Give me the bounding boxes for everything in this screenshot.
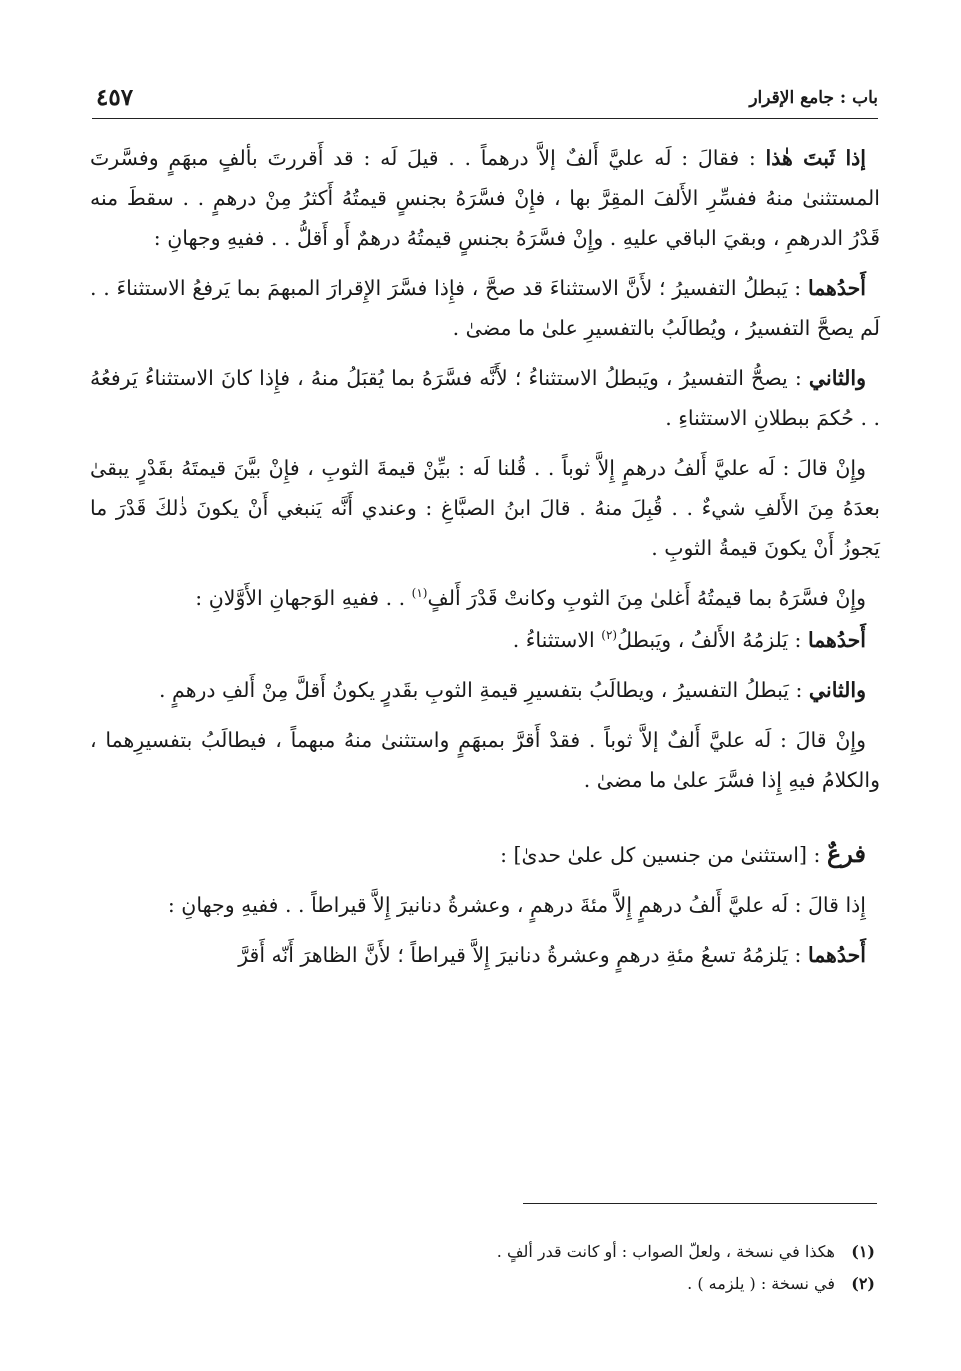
running-header	[92, 82, 878, 119]
paragraph-7	[90, 670, 880, 710]
paragraph-lead: أَحدُهما	[807, 276, 866, 300]
paragraph-text: : يصحُّ التفسيرُ ، ويَبطلُ الاستثناءُ ؛ لأَنَّه فسَّرَهُ بما يُقبَلُ منهُ ، فإِذا كانَ الاستثناءُ يَرفعُهُ . . حُكمَ ببطلانِ الاستثناءِ .	[90, 366, 880, 430]
paragraph-1	[90, 138, 880, 258]
footnote-marker-2[interactable]: (٢)	[601, 628, 618, 643]
paragraph-3	[90, 358, 880, 438]
paragraph-text: : يَبطلُ التفسيرُ ؛ لأَنَّ الاستثناءَ قد صحَّ ، فإِذا فسَّرَ الإِقرارَ المبهمَ بما يَرفعُ الاستثناءَ . . لَم يصحَّ التفسيرُ ، ويُطالَبُ بالتفسيرِ علىٰ ما مضىٰ .	[90, 276, 880, 340]
footnote-divider	[523, 1203, 877, 1204]
paragraph-text: : فقالَ : لَه عليَّ أَلفٌ إلاَّ درهماً . . قيلَ لَه : قد أَقررتَ بألفٍ مبهَمٍ وفسَّرتَ المستثنىٰ منهُ ففسِّرِ الأَلفَ المقِرَّ بها ، فإِنْ فسَّرَهُ بجنسٍ قيمتُهُ أَكثرُ مِنْ درهمٍ . . سقطَ منه قَدْرُ الدرهمِ ، وبقيَ الباقي عليهِ . وإِنْ فسَّرَهُ بجنسٍ قيمتُهُ درهمٌ أَو أَقلُّ . . ففيهِ وجهانِ :	[90, 146, 880, 250]
footnote-1	[175, 1236, 875, 1268]
paragraph-text: وإِنْ قالَ : لَه عليَّ أَلفٌ إلاَّ ثوباً . فقدْ أَقرَّ بمبهَمٍ واستثنىٰ منهُ مبهماً ، فيطالَبُ بتفسيرِهما ، والكلامُ فيهِ إِذا فسَّرَ علىٰ ما مضىٰ .	[90, 728, 880, 792]
paragraph-text: : يَبطلُ التفسيرُ ، ويطالَبُ بتفسيرِ قيمةِ الثوبِ بقَدرٍ يكونُ أَقلَّ مِنْ أَلفِ درهمٍ .	[159, 678, 809, 702]
footnotes	[175, 1236, 875, 1300]
footnote-text: هكذا في نسخة ، ولعلّ الصواب : أو كانت قدر ألفٍ .	[496, 1242, 835, 1261]
paragraph-lead: إذا ثَبتَ هٰذا	[765, 146, 866, 170]
paragraph-lead: أَحدُهما	[807, 628, 866, 652]
section-label: فرعٌ	[826, 839, 866, 868]
paragraph-text: : يَلزمُهُ الأَلفُ ، ويَبطلُ	[617, 628, 808, 652]
paragraph-9	[90, 885, 880, 925]
paragraph-5	[90, 578, 880, 618]
paragraph-4	[90, 448, 880, 568]
paragraph-lead: أَحدُهما	[807, 943, 866, 967]
chapter-title: باب : جامع الإقرار	[749, 88, 878, 108]
paragraph-lead: والثاني	[808, 678, 866, 702]
footnote-number: (٢)	[851, 1274, 875, 1293]
paragraph-text: وإِنْ قالَ : لَه عليَّ أَلفُ درهمٍ إِلاَّ ثوباً . . قُلنا لَه : بيِّنْ قيمةَ الثوبِ ، فإِنْ بيَّنَ قيمتَهُ بقَدْرٍ يبقىٰ بعدَهُ مِنَ الأَلفِ شيءٌ . . قُبِلَ منهُ . قالَ ابنُ الصبَّاغِ : وعندي أَنَّه يَنبغي أَنْ يكونَ ذٰلكَ قَدْرَ ما يَجوزُ أَنْ يكونَ قيمةُ الثوبِ .	[90, 456, 880, 560]
page-number: ٤٥٧	[96, 84, 134, 111]
paragraph-8	[90, 720, 880, 800]
paragraph-10	[90, 935, 880, 975]
footnote-text: في نسخة : ( يلزمه ) .	[687, 1274, 835, 1293]
paragraph-2	[90, 268, 880, 348]
paragraph-lead: والثاني	[808, 366, 866, 390]
footnote-marker-1[interactable]: (١)	[411, 586, 428, 601]
paragraph-text: وإِنْ فسَّرَهُ بما قيمتُهُ أَغلىٰ مِنَ الثوبِ وكانتْ قَدْرَ أَلفٍ	[427, 586, 866, 610]
footnote-number: (١)	[851, 1242, 875, 1261]
paragraph-text-continued: الاستثناءُ .	[512, 628, 602, 652]
paragraph-text: إِذا قالَ : لَه عليَّ أَلفُ درهمٍ إِلاَّ مئةَ درهمٍ ، وعشرةُ دنانيرَ إِلاَّ قيراطاً . . ففيهِ وجهانِ :	[167, 893, 866, 917]
section-heading	[90, 834, 880, 875]
paragraph-text: : يَلزمُهُ تسعُ مئةِ درهمٍ وعشرةُ دنانيرَ إِلاَّ قيراطاً ؛ لأَنَّ الظاهرَ أَنّه أَقرَّ	[238, 943, 808, 967]
paragraph-text-continued: . . ففيهِ الوَجهانِ الأَوَّلانِ :	[195, 586, 412, 610]
paragraph-6	[90, 620, 880, 660]
footnote-2	[175, 1268, 875, 1300]
section-title: : [استثنىٰ من جنسين كل علىٰ حدىٰ] :	[500, 843, 827, 867]
main-text	[90, 138, 880, 985]
